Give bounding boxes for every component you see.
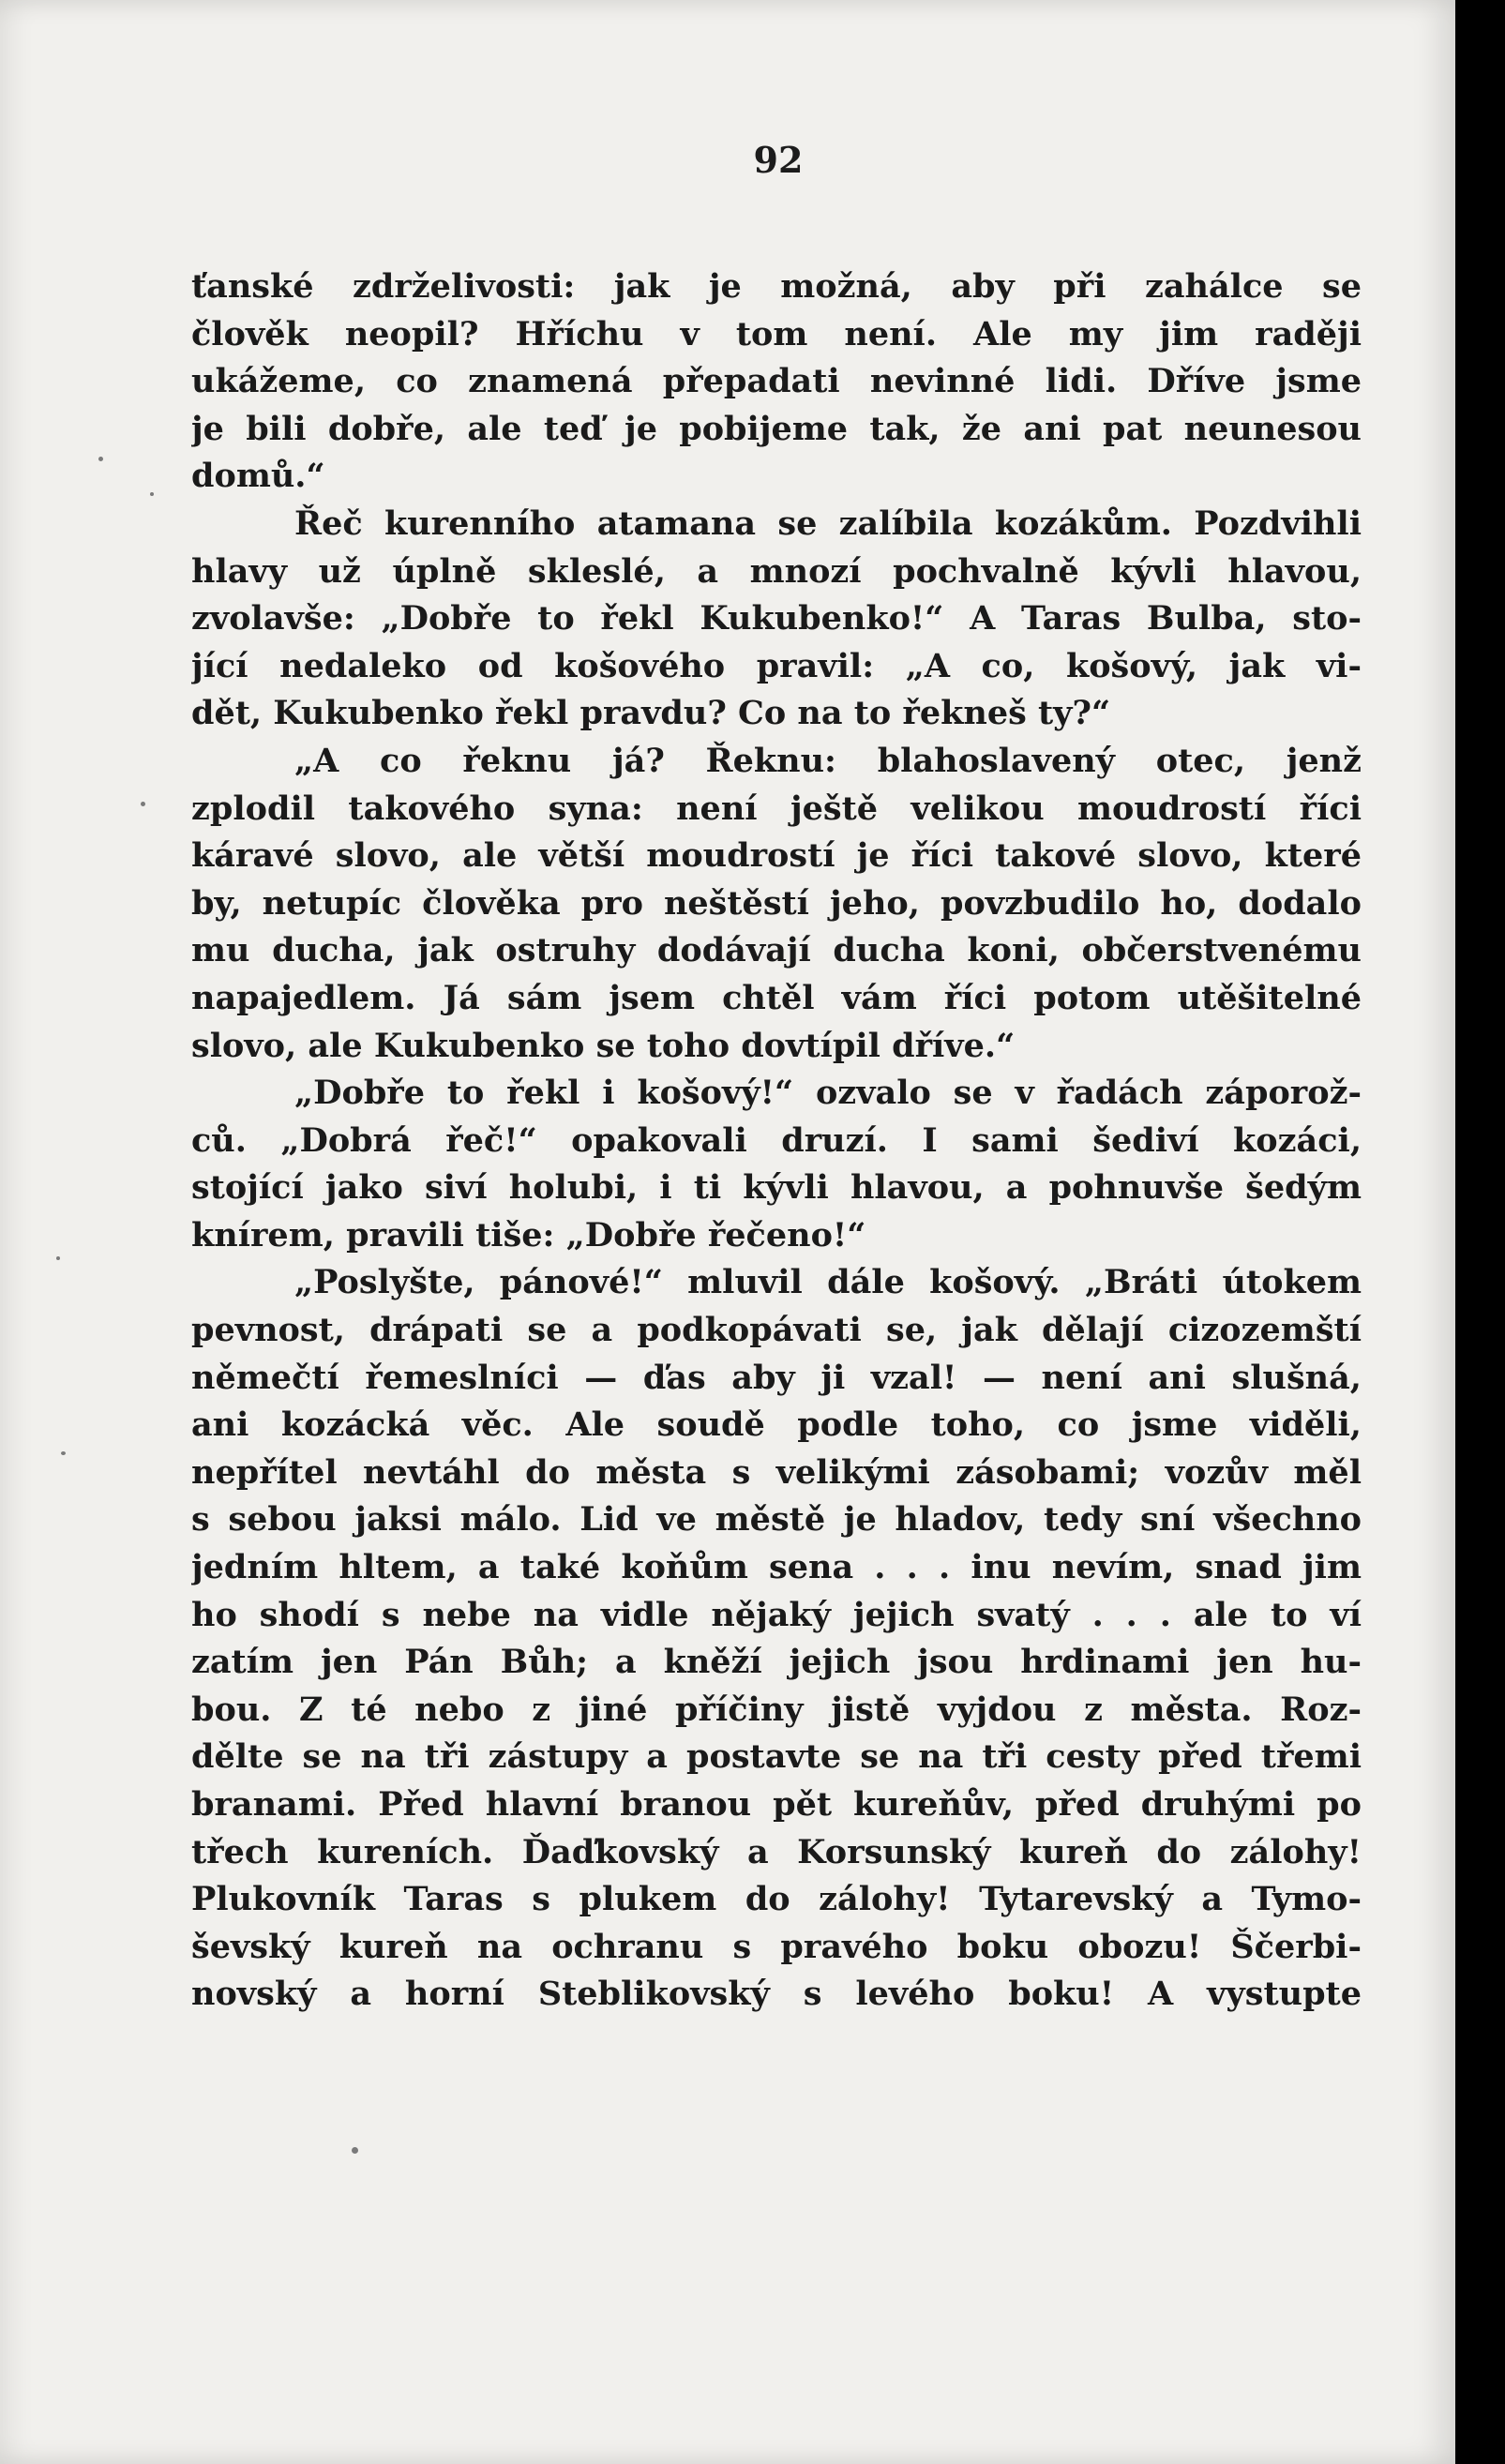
text-line: nepřítel nevtáhl do města s velikými zásobami; vozův měl xyxy=(191,1452,1362,1492)
text-line: novský a horní Steblikovský s levého boku! A vystupte xyxy=(191,1975,1362,2014)
text-line: třech kureních. Ďaďkovský a Korsunský kureň do zálohy! xyxy=(191,1832,1362,1871)
paper-speck xyxy=(150,492,154,496)
text-line: jící nedaleko od košového pravil: „A co, košový, jak vi- xyxy=(191,646,1362,685)
text-line: ukážeme, co znamená přepadati nevinné lidi. Dříve jsme xyxy=(191,362,1362,401)
text-line: jedním hltem, a také koňům sena . . . inu nevím, snad jim xyxy=(191,1548,1362,1587)
text-line: Plukovník Taras s plukem do zálohy! Tytarevský a Tymo- xyxy=(191,1880,1362,1919)
text-line: s sebou jaksi málo. Lid ve městě je hladov, tedy sní všechno xyxy=(191,1500,1362,1540)
text-line: mu ducha, jak ostruhy dodávají ducha koni, občerstvenému xyxy=(191,931,1362,970)
text-line: káravé slovo, ale větší moudrostí je říci takové slovo, které xyxy=(191,836,1362,876)
paper-speck xyxy=(56,1256,60,1260)
text-line: „A co řeknu já? Řeknu: blahoslavený otec, jenž xyxy=(294,741,1362,780)
paper-speck xyxy=(352,2147,358,2154)
text-line: hlavy už úplně skleslé, a mnozí pochvalně kývli hlavou, xyxy=(191,551,1362,591)
text-line: stojící jako siví holubi, i ti kývli hlavou, a pohnuvše šedým xyxy=(191,1168,1362,1208)
text-line: zvolavše: „Dobře to řekl Kukubenko!“ A Taras Bulba, sto- xyxy=(191,599,1362,639)
text-line: je bili dobře, ale teď je pobijeme tak, že ani pat neunesou xyxy=(191,409,1362,448)
text-line: „Dobře to řekl i košový!“ ozvalo se v řadách záporož- xyxy=(294,1074,1362,1113)
text-line: němečtí řemeslníci — ďas aby ji vzal! — není ani slušná, xyxy=(191,1358,1362,1397)
text-line: ševský kureň na ochranu s pravého boku obozu! Ščerbi- xyxy=(191,1927,1362,1966)
body-text xyxy=(191,263,1362,2019)
text-line: dět, Kukubenko řekl pravdu? Co na to řekneš ty?“ xyxy=(191,694,1111,733)
text-line: domů.“ xyxy=(191,457,325,496)
text-line: zplodil takového syna: není ještě velikou moudrostí říci xyxy=(191,789,1362,828)
text-line: dělte se na tři zástupy a postavte se na tři cesty před třemi xyxy=(191,1737,1362,1777)
paper-speck xyxy=(61,1451,66,1455)
text-line: bou. Z té nebo z jiné příčiny jistě vyjdou z města. Roz- xyxy=(191,1690,1362,1729)
text-line: napajedlem. Já sám jsem chtěl vám říci potom utěšitelné xyxy=(191,978,1362,1017)
text-line: ťanské zdrželivosti: jak je možná, aby při zahálce se xyxy=(191,267,1362,306)
text-line: knírem, pravili tiše: „Dobře řečeno!“ xyxy=(191,1215,866,1255)
text-line: branami. Před hlavní branou pět kureňův, před druhými po xyxy=(191,1785,1362,1824)
text-line: zatím jen Pán Bůh; a kněží jejich jsou hrdinami jen hu- xyxy=(191,1643,1362,1682)
text-line: slovo, ale Kukubenko se toho dovtípil dříve.“ xyxy=(191,1026,1016,1065)
text-line: Řeč kurenního atamana se zalíbila kozákům. Pozdvihli xyxy=(294,503,1362,543)
page-number: 92 xyxy=(753,139,804,181)
text-line: by, netupíc člověka pro neštěstí jeho, povzbudilo ho, dodalo xyxy=(191,883,1362,923)
paper-speck xyxy=(141,802,145,806)
text-line: „Poslyšte, pánové!“ mluvil dále košový. „Bráti útokem xyxy=(294,1263,1362,1302)
text-line: ho shodí s nebe na vidle nějaký jejich svatý . . . ale to ví xyxy=(191,1595,1362,1634)
text-line: člověk neopil? Hříchu v tom není. Ale my jim raději xyxy=(191,314,1362,353)
text-line: pevnost, drápati se a podkopávati se, jak dělají cizozemští xyxy=(191,1311,1362,1350)
text-line: ců. „Dobrá řeč!“ opakovali druzí. I sami šediví kozáci, xyxy=(191,1120,1362,1160)
text-line: ani kozácká věc. Ale soudě podle toho, co jsme viděli, xyxy=(191,1405,1362,1445)
paper-speck xyxy=(98,457,103,461)
